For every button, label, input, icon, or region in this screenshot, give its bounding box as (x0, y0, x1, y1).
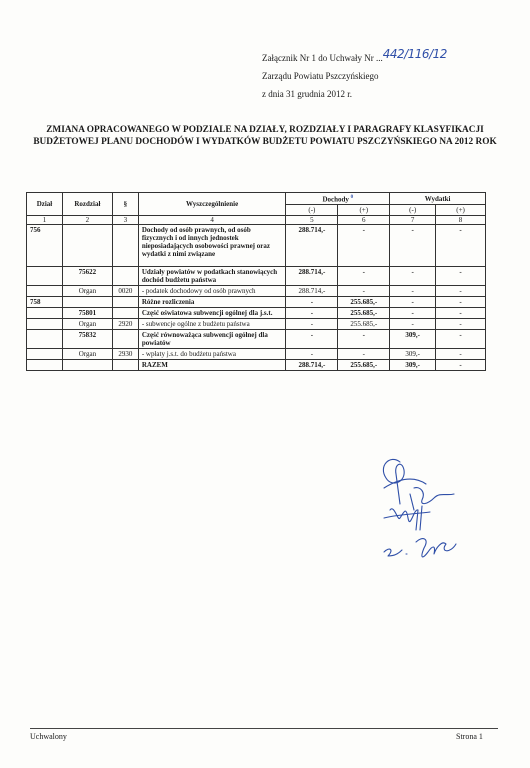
footer-divider (30, 728, 498, 729)
budget-table (26, 192, 486, 371)
signature-stroke (384, 479, 426, 488)
index-cell: 5 (286, 216, 338, 225)
cell-dochody-plus: - (338, 267, 390, 286)
cell-dochody-minus: 288.714,- (286, 286, 338, 297)
cell-rozdzial (62, 225, 112, 267)
table-row (27, 330, 486, 349)
dochody-label: Dochody (322, 195, 349, 204)
cell-paragraf (112, 308, 138, 319)
index-cell: 1 (27, 216, 63, 225)
cell-paragraf (112, 267, 138, 286)
cell-rozdzial: 75801 (62, 308, 112, 319)
signature-stroke (383, 459, 404, 504)
col-header-wydatki-plus: (+) (436, 205, 486, 216)
cell-opis: Część równoważąca subwencji ogólnej dla powiatów (138, 330, 286, 349)
total-wydatki-plus: - (436, 360, 486, 371)
index-cell: 2 (62, 216, 112, 225)
total-row (27, 360, 486, 371)
cell-rozdzial (62, 297, 112, 308)
cell-wydatki-plus: - (436, 330, 486, 349)
index-cell: 7 (390, 216, 436, 225)
cell-wydatki-minus: - (390, 267, 436, 286)
cell-rozdzial: 75622 (62, 267, 112, 286)
signature-stroke (416, 539, 456, 557)
index-cell: 6 (338, 216, 390, 225)
cell-opis: - wpłaty j.s.t. do budżetu państwa (138, 349, 286, 360)
cell-dochody-minus: - (286, 297, 338, 308)
cell-rozdzial: 75832 (62, 330, 112, 349)
cell-opis: Dochody od osób prawnych, od osób fizycznych i od innych jednostek nieposiadających osobowości prawnej oraz wydatki z nimi związane (138, 225, 286, 267)
col-header-dochody (286, 193, 390, 205)
col-header-rozdzial: Rozdział (62, 193, 112, 216)
attachment-header (262, 48, 447, 103)
cell-opis: - podatek dochodowy od osób prawnych (138, 286, 286, 297)
cell-wydatki-minus: - (390, 308, 436, 319)
cell-dzial (27, 319, 63, 330)
cell-dochody-minus: 288.714,- (286, 267, 338, 286)
cell-empty (27, 360, 63, 371)
header-line-board: Zarządu Powiatu Pszczyńskiego (262, 71, 379, 81)
header-line-date: z dnia 31 grudnia 2012 r. (262, 89, 352, 99)
handwritten-signatures (370, 448, 470, 578)
cell-dochody-plus: - (338, 225, 390, 267)
index-cell: 4 (138, 216, 286, 225)
cell-dochody-plus: - (338, 349, 390, 360)
cell-empty (112, 360, 138, 371)
cell-dochody-minus: 288.714,- (286, 225, 338, 267)
cell-empty (62, 360, 112, 371)
handwritten-resolution-number: 442/116/12 (382, 47, 447, 61)
cell-opis: Część oświatowa subwencji ogólnej dla j.s.t. (138, 308, 286, 319)
cell-wydatki-minus: - (390, 225, 436, 267)
index-row (27, 216, 486, 225)
table-row (27, 225, 486, 267)
cell-dzial (27, 349, 63, 360)
col-header-dochody-plus: (+) (338, 205, 390, 216)
cell-opis: Udziały powiatów w podatkach stanowiących dochód budżetu państwa (138, 267, 286, 286)
cell-wydatki-minus: - (390, 286, 436, 297)
signature-stroke (410, 488, 454, 510)
total-wydatki-minus: 309,- (390, 360, 436, 371)
cell-rozdzial: Organ (62, 286, 112, 297)
table-row (27, 349, 486, 360)
cell-rozdzial: Organ (62, 349, 112, 360)
cell-dochody-minus: - (286, 308, 338, 319)
signature-stroke (384, 549, 402, 556)
col-header-wydatki: Wydatki (390, 193, 486, 205)
cell-wydatki-plus: - (436, 225, 486, 267)
table-row (27, 308, 486, 319)
col-header-wydatki-minus: (-) (390, 205, 436, 216)
index-cell: 3 (112, 216, 138, 225)
cell-dzial (27, 267, 63, 286)
cell-wydatki-plus: - (436, 319, 486, 330)
cell-dzial: 756 (27, 225, 63, 267)
cell-dzial (27, 330, 63, 349)
cell-wydatki-plus: - (436, 297, 486, 308)
col-header-wyszczegolnienie: Wyszczególnienie (138, 193, 286, 216)
cell-dochody-plus: 255.685,- (338, 319, 390, 330)
total-label: RAZEM (138, 360, 286, 371)
cell-dochody-plus: 255.685,- (338, 308, 390, 319)
table-row (27, 286, 486, 297)
footer-page-number: Strona 1 (456, 732, 483, 741)
cell-dochody-minus: - (286, 319, 338, 330)
cell-paragraf (112, 330, 138, 349)
table-row (27, 319, 486, 330)
cell-wydatki-minus: - (390, 297, 436, 308)
col-header-dochody-minus: (-) (286, 205, 338, 216)
cell-dochody-minus: - (286, 330, 338, 349)
table-row (27, 297, 486, 308)
cell-wydatki-minus: - (390, 319, 436, 330)
cell-opis: Różne rozliczenia (138, 297, 286, 308)
cell-dochody-plus: - (338, 286, 390, 297)
cell-dochody-minus: - (286, 349, 338, 360)
col-header-paragraf: § (112, 193, 138, 216)
cell-paragraf: 2930 (112, 349, 138, 360)
cell-dochody-plus: - (338, 330, 390, 349)
cell-dzial (27, 286, 63, 297)
col-header-dzial: Dział (27, 193, 63, 216)
cell-paragraf (112, 225, 138, 267)
cell-paragraf: 2920 (112, 319, 138, 330)
cell-paragraf: 0020 (112, 286, 138, 297)
total-dochody-plus: 255.685,- (338, 360, 390, 371)
header-row-top (27, 193, 486, 205)
cell-wydatki-plus: - (436, 267, 486, 286)
cell-wydatki-minus: 309,- (390, 330, 436, 349)
signature-stroke (390, 506, 422, 530)
cell-dochody-plus: 255.685,- (338, 297, 390, 308)
header-resolution-prefix: Załącznik Nr 1 do Uchwały Nr (262, 53, 376, 63)
footer-status: Uchwalony (30, 732, 67, 741)
cell-wydatki-plus: - (436, 349, 486, 360)
document-title: ZMIANA OPRACOWANEGO W PODZIALE NA DZIAŁY, ROZDZIAŁY I PARAGRAFY KLASYFIKACJI BUDŻETOWEJ PLANU DOCHODÓW I WYDATKÓW BUDŻETU POWIATU PSZCZYŃSKIEGO NA 2012 ROK (33, 125, 497, 147)
cell-opis: - subwencje ogólne z budżetu państwa (138, 319, 286, 330)
handwritten-mark: 0 (350, 195, 354, 200)
cell-paragraf (112, 297, 138, 308)
cell-wydatki-minus: 309,- (390, 349, 436, 360)
index-cell: 8 (436, 216, 486, 225)
cell-wydatki-plus: - (436, 286, 486, 297)
cell-dzial (27, 308, 63, 319)
total-dochody-minus: 288.714,- (286, 360, 338, 371)
table-row (27, 267, 486, 286)
cell-rozdzial: Organ (62, 319, 112, 330)
cell-wydatki-plus: - (436, 308, 486, 319)
cell-dzial: 758 (27, 297, 63, 308)
header-line-resolution (262, 48, 447, 67)
header-dots: ... (375, 53, 383, 63)
